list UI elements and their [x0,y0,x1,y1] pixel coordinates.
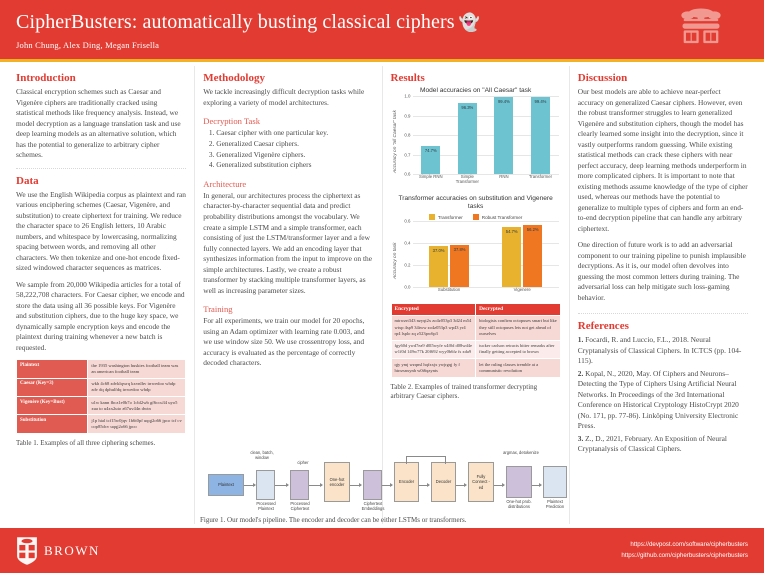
node-plaintext-prediction [543,466,567,498]
column-header-encrypted: Encrypted [391,303,476,315]
node-one-hot-encoder: One-hot encoder [324,462,350,502]
chart-2-yticks [400,218,413,290]
section-heading-methodology: Methodology [203,72,265,84]
encrypted-cell: fgy60d ywd7ea9 d0l5wyfe x4f0d d08wd4e w1f0d 149w77k 20f692 wyy0b6fz fs xda9 [391,340,476,359]
table-row [391,359,560,378]
discussion-paragraph-2: One direction of future work is to add an adversarial component to our training pipeline to punish implausible decryptions. As it is, our model often devolves into guessing the most common letters during training. The adversarial loss can help mitigate such loss-gaming behavior. [577,240,746,302]
ytick: 0.2 [404,262,411,268]
bar-vigenere-transformer [502,227,521,287]
training-paragraph: For all experiments, we train our model for 20 epochs, using an Adam optimizer with learning rate 0.003, and we use window size 50. We use crossentropy loss, and accuracy is evaluated as the percentage of correctly decoded characters. [203,316,365,368]
list-item: 1. Caesar cipher with one particular key. [216,128,373,139]
bar-value-label: 56.2% [526,226,539,232]
table-row [391,315,560,340]
column-discussion [569,66,756,524]
pipeline-figure [200,448,580,525]
subheading-architecture: Architecture [203,178,247,189]
chart-1-bars [413,96,559,174]
edge-label-argmax-detokenize: argmax, detokenize [503,450,539,455]
node-label-plaintext-prediction: Plaintext Prediction [545,499,565,510]
table-row [17,378,186,396]
legend-swatch [429,214,435,220]
pipeline-diagram [200,452,580,514]
decrypted-cell: biologists confirm octopuses smart but like they still octopuses lets not get ahead of ourselves [476,315,561,340]
chart-substitution-vigenere [391,195,561,300]
xtick: Substitution [437,286,461,292]
bargroup-vigenere [502,221,542,287]
decryption-examples-table [391,303,561,378]
reference-number: 3. [577,433,584,443]
data-paragraph-1: We use the English Wikipedia corpus as plaintext and ran various enciphering schemes (Caesar, Vigenère, and substitution) to create ciphertext for training. We reduce the character space to 26 English letters, 10 Arabic numbers, and whitespace by lowercasing, normalizing spacing between words, and removing all other characters. We then tokenize and one-hot encode fixed-sized windowed character sequences as matrices. [16,189,186,273]
cipher-label: Caesar (Key=3) [17,378,88,396]
node-label-onehot-prob: One-hot prob. distributions [506,499,532,510]
table-row [17,360,186,378]
skip-connection [406,456,446,464]
ytick: 0.7 [404,152,411,158]
data-paragraph-2: We sample from 20,000 Wikipedia articles for a total of 58,222,708 characters. For Caesar cipher, we encode and store the data using all 36 possible keys. For Vigenère and substitution ciphers, due to the huge key space, we dynamically sample encryption keys and encode the plaintext during training whenever a new batch is requested. [16,279,185,352]
chart-1-ylabel: Accuracy on "all Caesar" task [392,110,398,174]
brown-crest-icon [672,5,730,57]
page-title [16,12,752,33]
section-heading-data: Data [16,174,39,187]
ytick: 0.6 [404,171,411,177]
table-header-row [391,303,560,315]
author-list: John Chung, Alex Ding, Megan Frisella [16,40,160,50]
column-header-decrypted: Decrypted [476,303,561,315]
methodology-paragraph: We tackle increasingly difficult decryption tasks while exploring a variety of model architectures. [203,87,365,107]
brown-logo [16,536,100,566]
bar-substitution-transformer [429,246,448,287]
chart-1-title: Model accuracies on "All Caesar" task [419,87,532,94]
chart-2-plot-area [400,218,561,301]
chart-2-title: Transformer accuracies on substitution and Vigenere tasks [398,195,553,211]
reference-number: 1. [577,335,584,345]
cipher-examples-table [16,359,186,434]
divider [578,313,748,314]
xtick: Transformer [528,174,553,180]
bar-value-label: 37.8% [453,247,466,253]
node-encoder: Encoder [394,462,419,502]
node-processed-ciphertext [290,470,309,500]
reference-text: Focardi, R. and Luccio, F.L., 2018. Neural Cryptanalysis of Classical Ciphers. In ICTCS (pp. 104-115). [577,335,742,366]
node-onehot-prob-distributions [506,466,532,498]
page-title-text: CipherBusters: automatically busting classical ciphers [16,11,455,33]
chart-all-caesar [391,87,561,188]
legend-label: Robust Transformer [481,214,523,220]
poster-footer [0,528,764,573]
section-heading-results: Results [390,72,425,84]
section-heading-references: References [577,320,629,333]
list-item: 2. Generalized Caesar ciphers. [216,139,373,150]
devpost-link[interactable]: https://devpost.com/software/cipherbusters [630,540,748,548]
bar-value-label: 99.4% [497,99,510,105]
chart-2-legend [391,214,561,220]
table-row [391,340,560,359]
list-item: 3. Generalized Vigenère ciphers. [216,150,373,161]
xtick: Simple Transformer [455,174,479,185]
ytick: 0.8 [404,132,411,138]
xtick: RNN [499,174,509,180]
table-2-caption: Table 2. Examples of trained transformer decrypting arbitrary Caesar ciphers. [390,382,538,401]
brown-wordmark: BROWN [44,542,100,558]
reference-item-3 [578,434,748,455]
list-item: 4. Generalized substitution ciphers [216,160,373,171]
chart-1-yticks [400,93,413,177]
subheading-training: Training [203,304,233,315]
ytick: 1.0 [404,93,411,99]
footer-links [621,540,748,561]
reference-text: Kopal, N., 2020, May. Of Ciphers and Neurons–Detecting the Type of Ciphers Using Artificial Neural Networks. In Proceedings of the 3rd International Conference on Historical Cryptology HistoCrypt 2020 (No. 171, pp. 77-86). Linköping University Electronic Press. [577,368,739,431]
chart-1-xlabels [413,174,559,188]
bar-value-label: 96.3% [461,105,474,111]
chart-2-bars [413,221,559,287]
cipher-value: the 1935 washington huskies football team was an american football team [88,360,186,378]
reference-item-2 [578,369,748,432]
reference-number: 2. [577,368,584,378]
node-plaintext: Plaintext [208,474,244,496]
chart-1-plot-area [400,93,561,188]
poster-header [0,0,764,62]
architecture-paragraph: In general, our architectures process the ciphertext as character-by-character sequential data and predict probability distributions amongst the vocabulary. We create a simple LSTM and a simple transformer, each consisting of just the LSTM/transformer layer and a few fully connected layers. We add an encoding layer that synthesizes information from the input to improve on the simple architectures. Lastly, we create a robust transformer by stacking multiple transformer layers, as well as increasing parameter sizes. [203,190,372,295]
legend-entry-transformer [429,214,463,220]
ytick: 0.9 [404,113,411,119]
bargroup-substitution [429,221,469,287]
decrypted-cell: let the ruling classes tremble at a communistic revolution [476,359,561,378]
bar-value-label: 54.7% [505,228,518,234]
bar-vigenere-robust [523,225,542,287]
node-fully-connected: Fully Connect -ed [468,462,494,502]
node-processed-plaintext [256,470,275,500]
node-label-processed-ciphertext: Processed Ciphertext [290,501,310,512]
node-label-ciphertext-embeddings: Ciphertext Embeddings [361,501,385,512]
cipher-label: Plaintext [17,360,88,378]
column-introduction-data [8,66,194,524]
bar-value-label: 37.0% [432,248,445,254]
node-label-processed-plaintext: Processed Plaintext [256,501,276,512]
edge-label-clean-batch-window: clean, batch, window [250,450,274,461]
section-heading-introduction: Introduction [16,72,76,84]
reference-item-1 [578,335,748,367]
table-1-caption: Table 1. Examples of all three ciphering schemes. [16,438,156,447]
cipher-value: wkh 4c68 zdvklqwrq kxvnlhv irrwedoo whdp zdv dq dphulfdq irrwedoo whdp [88,378,186,396]
ytick: 0.4 [404,240,411,246]
cipher-label: Vigenère (Key=Bust) [17,397,88,415]
ytick: 0.0 [404,284,411,290]
encrypted-cell: qjy ymj wzqnsl hqfxxjx ywjrgqj fy f htrrzsnxynh w0t6qzynts [391,359,476,378]
ghost-icon: 👻 [458,13,480,32]
divider [16,168,186,169]
chart-2-xlabels [413,287,559,301]
encrypted-cell: mtrwzrt343 nzyqt2x zo4z053p3 3d24 m54 wtxp 4sp9 34tww zo4z053p3 wp43 yr4 rp4 lsplo zq z523pw6p3 [391,315,476,340]
chart-2-ylabel: Accuracy on task [392,242,398,279]
edge-label-cipher: cipher [297,460,309,465]
node-ciphertext-embeddings [363,470,382,500]
figure-1-caption: Figure 1. Our model's pipeline. The encoder and decoder can be either LSTMs or transformers. [200,516,467,524]
section-heading-discussion: Discussion [577,72,628,84]
reference-text: Z., D., 2021, February. An Exposition of Neural Cryptanalysis of Classical Ciphers. [577,433,727,454]
cipher-label: Substitution [17,415,88,433]
cipher-value: u1w kann fbcz1e0b7o 1cbl2wb gf6ccu34 uyo5 xua to u4xx2uto z67uv44n dwtn [88,397,186,415]
legend-label: Transformer [437,214,463,220]
table-row [17,397,186,415]
node-decoder: Decoder [431,462,456,502]
decrypted-cell: tucker carlson retracts bitter remarks after finally getting accepted to brown [476,340,561,359]
bar-rnn [494,97,513,174]
bar-simple-transformer [458,103,477,174]
bar-substitution-robust [450,245,469,287]
brown-shield-icon [16,536,38,566]
bar-simple-rnn [421,146,440,175]
bar-value-label: 74.7% [424,147,437,153]
bar-value-label: 99.4% [534,99,547,105]
cipher-value: j1p hial tcf15w0jqv 1b6t0pf uqqj2o66 jpco tcf cv cop85dcv uqqj2o66 jpco [88,415,186,433]
legend-entry-robust-transformer [473,214,523,220]
legend-swatch [473,214,479,220]
ytick: 0.6 [404,218,411,224]
subheading-decryption-task: Decryption Task [203,116,261,127]
introduction-paragraph: Classical encryption schemes such as Caesar and Vigenère ciphers are traditionally cracked using statistical methods like frequency analysis. Instead, we model decryption as a language translation task and use deep learning models as an alternative solution, which has the potential to generalize to arbitrary cipher schemes. [16,87,181,160]
table-row [17,415,186,433]
decryption-task-list [203,128,373,171]
bar-transformer [531,97,550,174]
xtick: Vigenere [513,286,531,292]
github-link[interactable]: https://github.com/cipherbusters/cipherbusters [621,551,748,559]
discussion-paragraph-1: Our best models are able to achieve near-perfect accuracy on generalized Caesar ciphers. However, even the robust transformer struggles to learn generalized Vigenère and substitution ciphers, though the model has clearly learned some insight into the decryption, since it vastly outperforms random guessing. While existing statistical methods can crack these ciphers with near perfect accuracy, deep learning methods underperform in more complicated ciphers. It is important to note that existing methods assume knowledge of the type of cipher used, whereas our methods have the potential to generalize to multiple types of ciphers and form an end-to-end decryption pipeline that can handle any arbitrary ciphertext. [577,87,748,233]
xtick: Simple RNN [418,174,443,180]
